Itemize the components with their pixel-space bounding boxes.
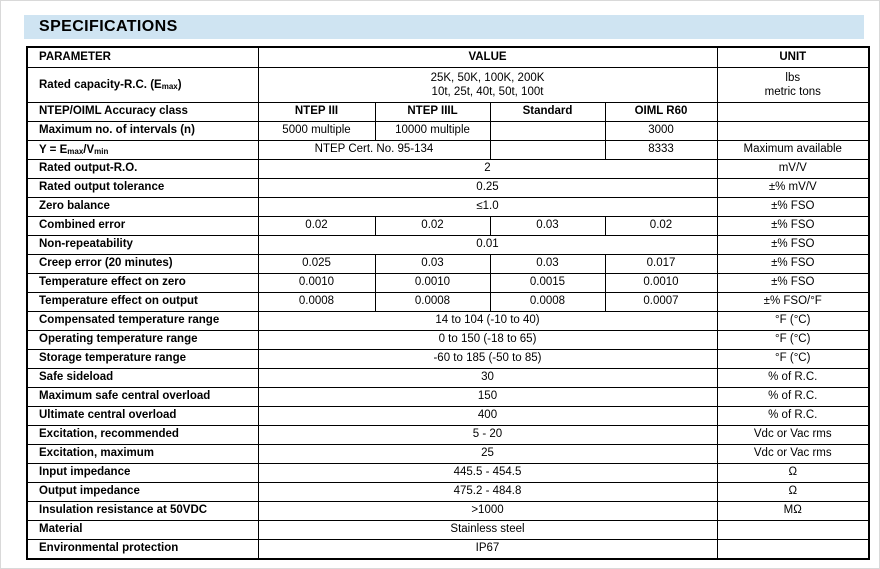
value-cell: 0.0015 — [490, 274, 605, 293]
unit-cell: °F (°C) — [717, 312, 869, 331]
value-cell: 475.2 - 484.8 — [258, 483, 717, 502]
value-cell: 5000 multiple — [258, 122, 375, 141]
parameter-cell: Input impedance — [27, 464, 258, 483]
value-cell: 25K, 50K, 100K, 200K 10t, 25t, 40t, 50t, 100t — [258, 68, 717, 103]
table-row — [27, 540, 869, 560]
parameter-cell: Temperature effect on zero — [27, 274, 258, 293]
parameter-cell: Maximum no. of intervals (n) — [27, 122, 258, 141]
unit-cell: Ω — [717, 464, 869, 483]
value-cell: 0.03 — [375, 255, 490, 274]
value-cell: 0.02 — [605, 217, 717, 236]
value-cell: 445.5 - 454.5 — [258, 464, 717, 483]
unit-cell: mV/V — [717, 160, 869, 179]
specifications-table — [26, 46, 870, 560]
column-header-unit: UNIT — [717, 47, 869, 68]
value-cell: 0.03 — [490, 255, 605, 274]
table-row — [27, 274, 869, 293]
value-cell: NTEP Cert. No. 95-134 — [258, 141, 490, 160]
table-row — [27, 236, 869, 255]
parameter-cell: Excitation, maximum — [27, 445, 258, 464]
table-row — [27, 179, 869, 198]
unit-cell: ±% FSO — [717, 217, 869, 236]
unit-cell — [717, 540, 869, 560]
parameter-cell: Combined error — [27, 217, 258, 236]
table-row — [27, 445, 869, 464]
unit-cell: Maximum available — [717, 141, 869, 160]
table-row — [27, 426, 869, 445]
unit-cell: ±% mV/V — [717, 179, 869, 198]
value-cell: NTEP III — [258, 103, 375, 122]
value-cell: 0.025 — [258, 255, 375, 274]
value-cell: NTEP IIIL — [375, 103, 490, 122]
parameter-cell: Zero balance — [27, 198, 258, 217]
table-row — [27, 160, 869, 179]
column-header-value: VALUE — [258, 47, 717, 68]
parameter-cell: Environmental protection — [27, 540, 258, 560]
table-row — [27, 407, 869, 426]
parameter-cell: Ultimate central overload — [27, 407, 258, 426]
table-row — [27, 103, 869, 122]
unit-cell: % of R.C. — [717, 407, 869, 426]
value-cell: OIML R60 — [605, 103, 717, 122]
table-row — [27, 483, 869, 502]
unit-cell — [717, 103, 869, 122]
table-row — [27, 521, 869, 540]
unit-cell: Vdc or Vac rms — [717, 426, 869, 445]
value-cell: 400 — [258, 407, 717, 426]
value-cell — [490, 141, 605, 160]
parameter-cell: Rated output tolerance — [27, 179, 258, 198]
value-cell: 8333 — [605, 141, 717, 160]
table-row — [27, 464, 869, 483]
unit-cell: % of R.C. — [717, 388, 869, 407]
parameter-cell: Excitation, recommended — [27, 426, 258, 445]
value-cell: -60 to 185 (-50 to 85) — [258, 350, 717, 369]
parameter-cell: Insulation resistance at 50VDC — [27, 502, 258, 521]
value-cell: 0.0010 — [605, 274, 717, 293]
unit-cell: MΩ — [717, 502, 869, 521]
unit-cell: Vdc or Vac rms — [717, 445, 869, 464]
value-cell: Stainless steel — [258, 521, 717, 540]
value-cell: >1000 — [258, 502, 717, 521]
unit-cell: Ω — [717, 483, 869, 502]
table-row — [27, 369, 869, 388]
unit-cell: ±% FSO/°F — [717, 293, 869, 312]
unit-cell: ±% FSO — [717, 236, 869, 255]
parameter-cell: Safe sideload — [27, 369, 258, 388]
value-cell: 0.0007 — [605, 293, 717, 312]
table-row — [27, 502, 869, 521]
value-cell: 0.25 — [258, 179, 717, 198]
value-cell: 0.0008 — [490, 293, 605, 312]
table-row — [27, 122, 869, 141]
value-cell: 0.0010 — [258, 274, 375, 293]
value-cell: 0 to 150 (-18 to 65) — [258, 331, 717, 350]
spec-rows — [27, 68, 869, 560]
parameter-cell: Temperature effect on output — [27, 293, 258, 312]
unit-cell: °F (°C) — [717, 331, 869, 350]
section-title: SPECIFICATIONS — [24, 15, 864, 39]
value-cell: 10000 multiple — [375, 122, 490, 141]
value-cell: 0.0008 — [375, 293, 490, 312]
value-cell: 0.0010 — [375, 274, 490, 293]
unit-cell: ±% FSO — [717, 274, 869, 293]
table-row — [27, 312, 869, 331]
parameter-cell: Compensated temperature range — [27, 312, 258, 331]
parameter-cell: Non-repeatability — [27, 236, 258, 255]
value-cell: IP67 — [258, 540, 717, 560]
value-cell: 0.017 — [605, 255, 717, 274]
value-cell: 0.01 — [258, 236, 717, 255]
value-cell: 14 to 104 (-10 to 40) — [258, 312, 717, 331]
value-cell: ≤1.0 — [258, 198, 717, 217]
unit-cell: % of R.C. — [717, 369, 869, 388]
table-row — [27, 68, 869, 103]
unit-cell: lbs metric tons — [717, 68, 869, 103]
value-cell: 0.02 — [258, 217, 375, 236]
value-cell: Standard — [490, 103, 605, 122]
table-row — [27, 293, 869, 312]
table-row — [27, 217, 869, 236]
table-header-row — [27, 47, 869, 68]
parameter-cell: Maximum safe central overload — [27, 388, 258, 407]
parameter-cell: Operating temperature range — [27, 331, 258, 350]
table-row — [27, 331, 869, 350]
parameter-cell: Rated capacity-R.C. $(E_{max})$ — [27, 68, 258, 103]
value-cell: 25 — [258, 445, 717, 464]
table-row — [27, 255, 869, 274]
table-row — [27, 350, 869, 369]
unit-cell: ±% FSO — [717, 255, 869, 274]
table-row — [27, 388, 869, 407]
table-row — [27, 198, 869, 217]
unit-cell: °F (°C) — [717, 350, 869, 369]
unit-cell — [717, 521, 869, 540]
unit-cell — [717, 122, 869, 141]
parameter-cell: $Y = E_{max}/V_{min}$ — [27, 141, 258, 160]
column-header-parameter: PARAMETER — [27, 47, 258, 68]
value-cell: 0.0008 — [258, 293, 375, 312]
value-cell: 30 — [258, 369, 717, 388]
value-cell: 3000 — [605, 122, 717, 141]
parameter-cell: Storage temperature range — [27, 350, 258, 369]
value-cell: 150 — [258, 388, 717, 407]
value-cell: 0.03 — [490, 217, 605, 236]
value-cell: 2 — [258, 160, 717, 179]
unit-cell: ±% FSO — [717, 198, 869, 217]
table-row — [27, 141, 869, 160]
value-cell: 0.02 — [375, 217, 490, 236]
parameter-cell: Creep error (20 minutes) — [27, 255, 258, 274]
value-cell — [490, 122, 605, 141]
parameter-cell: Rated output-R.O. — [27, 160, 258, 179]
parameter-cell: NTEP/OIML Accuracy class — [27, 103, 258, 122]
parameter-cell: Material — [27, 521, 258, 540]
value-cell: 5 - 20 — [258, 426, 717, 445]
parameter-cell: Output impedance — [27, 483, 258, 502]
